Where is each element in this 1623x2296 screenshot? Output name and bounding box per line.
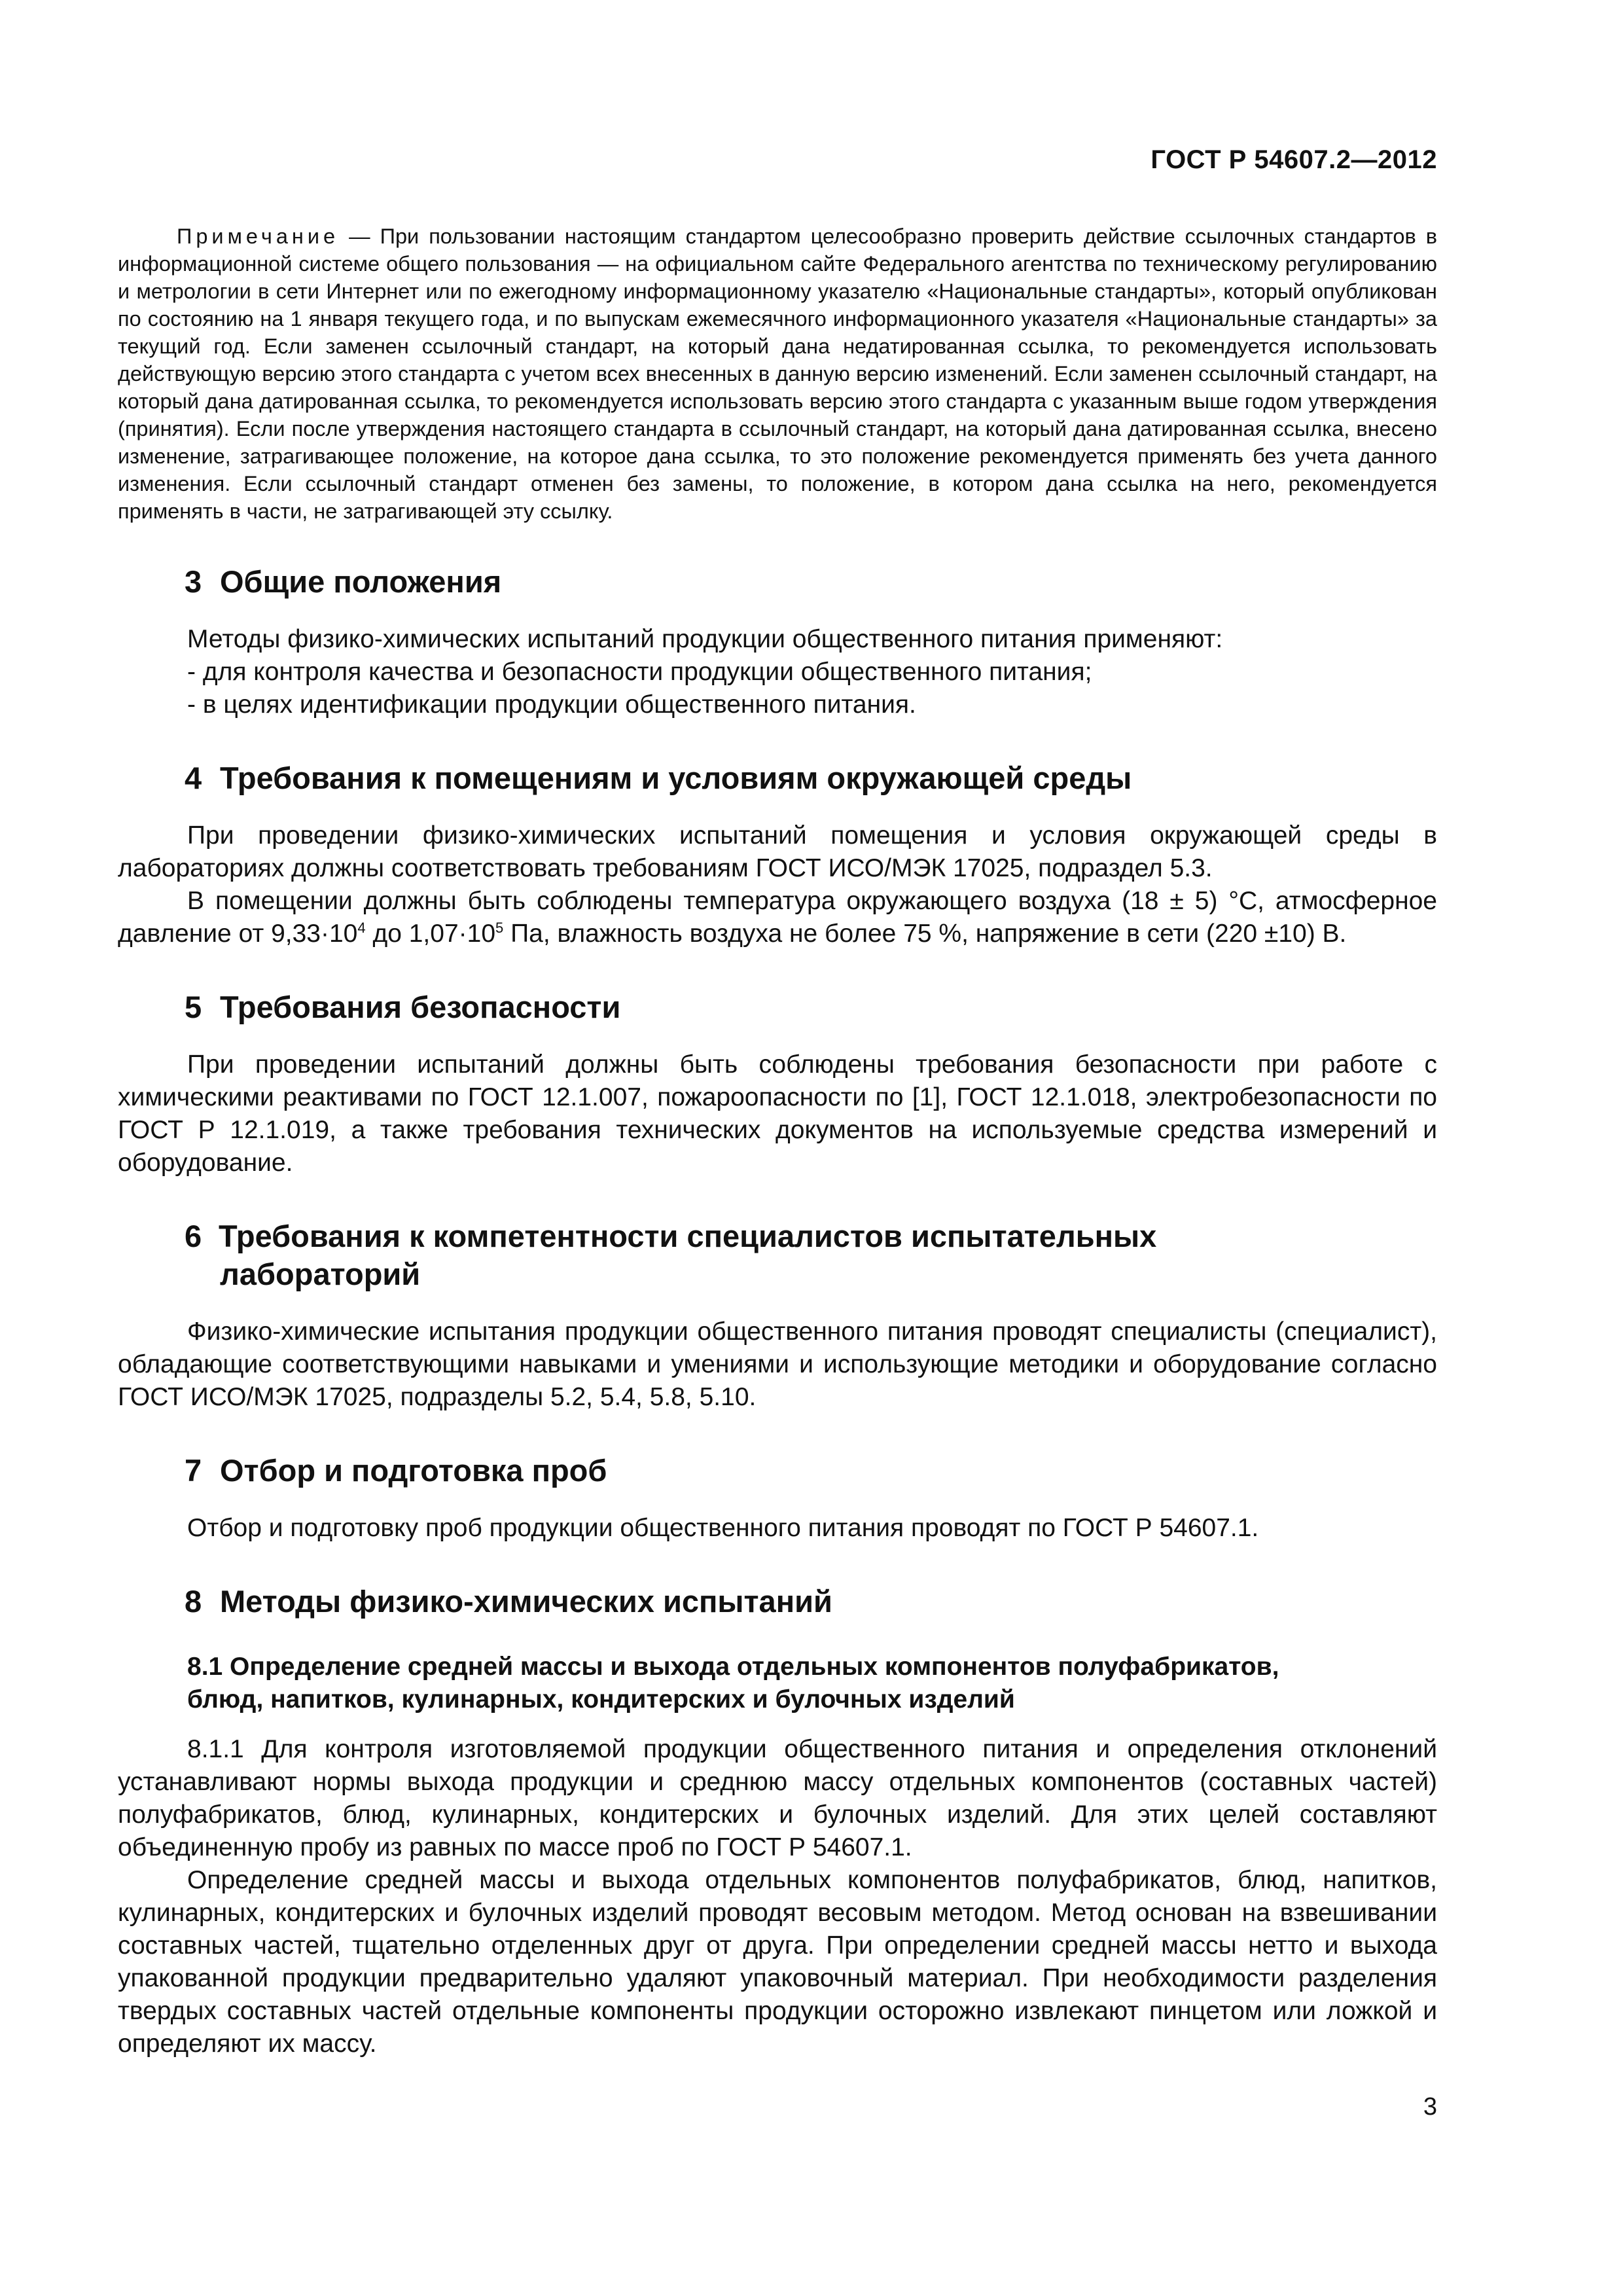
section-title — [220, 1217, 1332, 1293]
section-number: 3 — [185, 564, 202, 599]
section-number: 4 — [185, 761, 202, 795]
document-code: ГОСТ Р 54607.2—2012 — [1150, 145, 1437, 174]
title-line: блюд, напитков, кулинарных, кондитерских и булочных изделий — [187, 1685, 1015, 1713]
exponent: 5 — [495, 920, 504, 936]
text-fragment: В помещении должны быть соблюдены температура окружающего воздуха (18 ± 5) °С, атмосферное давление от 9,33·10 — [118, 887, 1437, 948]
page-number: 3 — [1423, 2093, 1437, 2121]
reference-note — [118, 223, 1437, 525]
title-line: лабораторий — [220, 1257, 421, 1291]
title-line: 8.1 Определение средней массы и выхода отдельных компонентов полуфабрикатов, — [187, 1653, 1279, 1681]
section-3-heading — [118, 563, 1437, 601]
section-6-paragraph: Физико-химические испытания продукции общественного питания проводят специалисты (специалист), обладающие соответствующими навыками и умениями и использующие методики и оборудование согласно ГОСТ ИСО/МЭК 17025, подразделы 5.2, 5.4, 5.8, 5.10. — [118, 1318, 1437, 1411]
title-line: Требования к компетентности специалистов испытательных — [219, 1219, 1157, 1253]
section-3-item: - для контроля качества и безопасности продукции общественного питания; — [187, 658, 1092, 686]
section-title: Общие положения — [220, 564, 502, 599]
subsection-title — [187, 1651, 1398, 1716]
section-4-paragraph: При проведении физико-химических испытаний помещения и условия окружающей среды в лабораториях должны соответствовать требованиям ГОСТ ИСО/МЭК 17025, подраздел 5.3. — [118, 821, 1437, 882]
text-fragment: до 1,07·10 — [365, 920, 496, 948]
section-title: Требования безопасности — [220, 990, 621, 1024]
section-title: Отбор и подготовка проб — [220, 1453, 607, 1488]
section-number: 8 — [185, 1584, 202, 1619]
section-7-heading — [118, 1452, 1437, 1490]
subsection-8-1-heading — [118, 1651, 1437, 1716]
section-number: 6 — [185, 1219, 202, 1253]
section-number: 5 — [185, 990, 202, 1024]
section-8-heading — [118, 1583, 1437, 1621]
section-3-item: - в целях идентификации продукции общественного питания. — [187, 691, 916, 719]
section-5-heading — [118, 988, 1437, 1026]
section-6-heading — [118, 1217, 1437, 1293]
section-3-intro: Методы физико-химических испытаний продукции общественного питания применяют: — [187, 625, 1223, 653]
section-4-heading — [118, 759, 1437, 797]
section-title: Методы физико-химических испытаний — [220, 1584, 832, 1619]
section-8-paragraph: 8.1.1 Для контроля изготовляемой продукции общественного питания и определения отклонений устанавливают нормы выхода продукции и среднюю массу отдельных компонентов (составных частей) полуфабрикатов, блюд, кулинарных, кондитерских и булочных изделий. Для этих целей составляют объединенную пробу из равных по массе проб по ГОСТ Р 54607.1. — [118, 1735, 1437, 1861]
page-content — [118, 223, 1437, 2060]
note-text: — При пользовании настоящим стандартом целесообразно проверить действие ссылочных стандартов в информационной системе общего пользования — на официальном сайте Федерального агентства по техническому регулированию и метрологии в сети Интернет или по ежегодному информационному указателю «Национальные стандарты», который опубликован по состоянию на 1 января текущего года, и по выпускам ежемесячного информационного указателя «Национальные стандарты» за текущий год. Если заменен ссылочный стандарт, на который дана недатированная ссылка, то рекомендуется использовать действующую версию этого стандарта с учетом всех внесенных в данную версию изменений. Если заменен ссылочный стандарт, на который дана датированная ссылка, то рекомендуется использовать версию этого стандарта с указанным выше годом утверждения (принятия). Если после утверждения настоящего стандарта в ссылочный стандарт, на который дана датированная ссылка, внесено изменение, затрагивающее положение, на которое дана ссылка, то это положение рекомендуется применять без учета данного изменения. Если ссылочный стандарт отменен без замены, то положение, в котором дана ссылка на него, рекомендуется применять в части, не затрагивающей эту ссылку. — [118, 224, 1437, 523]
note-label: Примечание — [177, 224, 340, 248]
exponent: 4 — [357, 920, 366, 936]
section-title: Требования к помещениям и условиям окружающей среды — [220, 761, 1132, 795]
text-fragment: Па, влажность воздуха не более 75 %, напряжение в сети (220 ±10) В. — [503, 920, 1347, 948]
section-4-paragraph — [118, 885, 1437, 950]
section-5-paragraph: При проведении испытаний должны быть соблюдены требования безопасности при работе с химическими реактивами по ГОСТ 12.1.007, пожароопасности по [1], ГОСТ 12.1.018, электробезопасности по ГОСТ Р 12.1.019, а также требования технических документов на используемые средства измерений и оборудование. — [118, 1050, 1437, 1177]
section-8-paragraph: Определение средней массы и выхода отдельных компонентов полуфабрикатов, блюд, напитков, кулинарных, кондитерских и булочных изделий проводят весовым методом. Метод основан на взвешивании составных частей, тщательно отделенных друг от друга. При определении средней массы нетто и выхода упакованной продукции предварительно удаляют упаковочный материал. При необходимости разделения твердых составных частей отдельные компоненты продукции осторожно извлекают пинцетом или ложкой и определяют их массу. — [118, 1866, 1437, 2058]
section-number: 7 — [185, 1453, 202, 1488]
section-7-paragraph: Отбор и подготовку проб продукции общественного питания проводят по ГОСТ Р 54607.1. — [187, 1514, 1259, 1542]
